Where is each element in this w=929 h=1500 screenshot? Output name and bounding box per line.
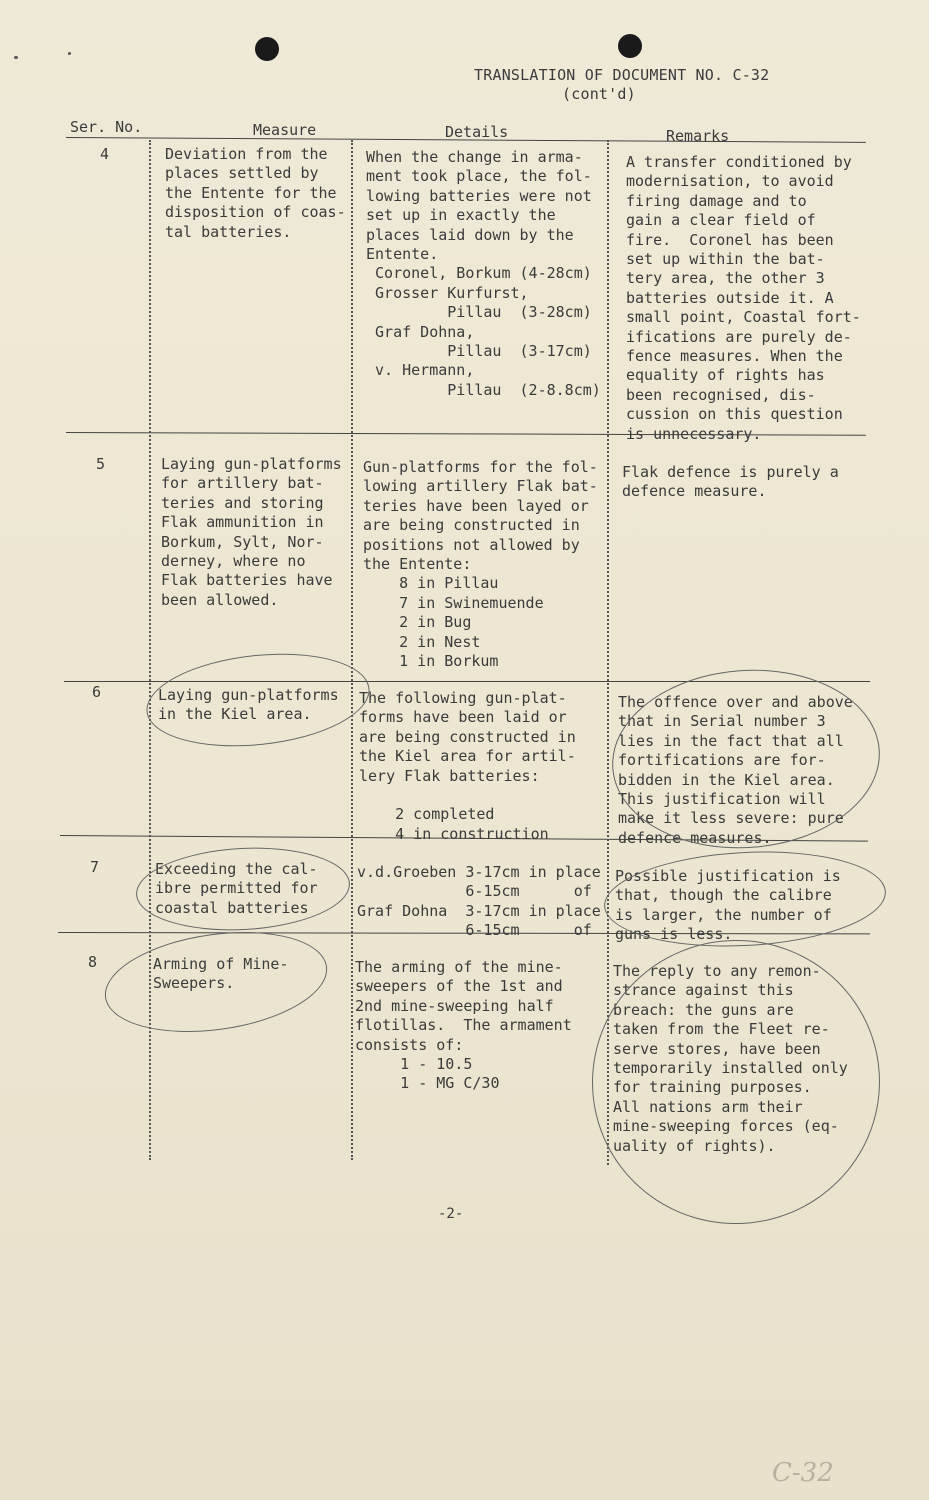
speck [14,56,18,59]
remarks-text: Flak defence is purely a defence measure. [622,463,839,501]
punch-hole-left [255,37,279,61]
document-reference: C-32 [772,1458,834,1488]
details-text: The arming of the mine- sweepers of the 1st and 2nd mine-sweeping half flotillas. The armament consists of: 1 - 10.5 1 - MG C/30 [355,958,572,1093]
remarks-text: The offence over and above that in Serial number 3 lies in the fact that all fortifications are for- bidden in the Kiel area. This justification will make it less severe: pure defence measures. [618,693,853,847]
serial-number: 4 [100,145,110,163]
page-number: -2- [438,1206,464,1222]
measure-text: Arming of Mine- Sweepers. [153,955,289,993]
serial-number: 8 [88,953,98,971]
details-text: v.d.Groeben 3-17cm in place 6-15cm of Graf Dohna 3-17cm in place 6-15cm of [357,863,601,940]
serial-number: 7 [90,858,100,876]
title-line-2: (cont'd) [562,85,636,103]
title-line-1: TRANSLATION OF DOCUMENT NO. C-32 [474,66,770,84]
remarks-text: The reply to any remon- strance against this breach: the guns are taken from the Fleet re- serve stores, have been temporarily installed only for training purposes. All nations arm their mine-sweeping forces (eq- uality of rights). [613,962,848,1155]
serial-number: 6 [92,683,102,701]
header-details: Details [445,123,509,141]
header-ser-no: Ser. No. [70,118,143,136]
remarks-text: Possible justification is that, though the calibre is larger, the number of guns is less. [615,867,841,944]
header-measure: Measure [253,121,317,139]
speck [68,52,71,55]
serial-number: 5 [96,455,106,473]
document-title [474,66,769,104]
details-text: When the change in arma- ment took place, the fol- lowing batteries were not set up in exactly the places laid down by the Entente. Coronel, Borkum (4-28cm) Grosser Kurfurst, Pillau (3-28cm) Graf Dohna, Pillau (3-17cm) v. Hermann, Pillau (2-8.8cm) [366,148,601,399]
punch-hole-right [618,34,642,58]
measure-text: Deviation from the places settled by the Entente for the disposition of coas- tal batteries. [165,145,346,241]
measure-text: Laying gun-platforms in the Kiel area. [158,686,339,724]
remarks-text: A transfer conditioned by modernisation, to avoid firing damage and to gain a clear field of fire. Coronel has been set up within the bat- tery area, the other 3 batteries outside it. A small point, Coastal fort- ifications are purely de- fence measures. When the equality of rights has been recognised, dis- cussion on this question is unnecessary. [626,153,861,443]
measure-text: Exceeding the cal- ibre permitted for coastal batteries [155,860,318,917]
measure-text: Laying gun-platforms for artillery bat- teries and storing Flak ammunition in Borkum, Sylt, Nor- derney, where no Flak batteries have been allowed. [161,455,342,609]
column-divider [351,140,353,1160]
details-text: The following gun-plat- forms have been laid or are being constructed in the Kiel area for artil- lery Flak batteries: 2 completed 4 in construction [359,689,576,843]
column-divider [607,140,609,1165]
details-text: Gun-platforms for the fol- lowing artillery Flak bat- teries have been layed or are being constructed in positions not allowed by the Entente: 8 in Pillau 7 in Swinemuende 2 in Bug 2 in Nest 1 in Borkum [363,458,598,671]
header-remarks: Remarks [666,127,730,145]
